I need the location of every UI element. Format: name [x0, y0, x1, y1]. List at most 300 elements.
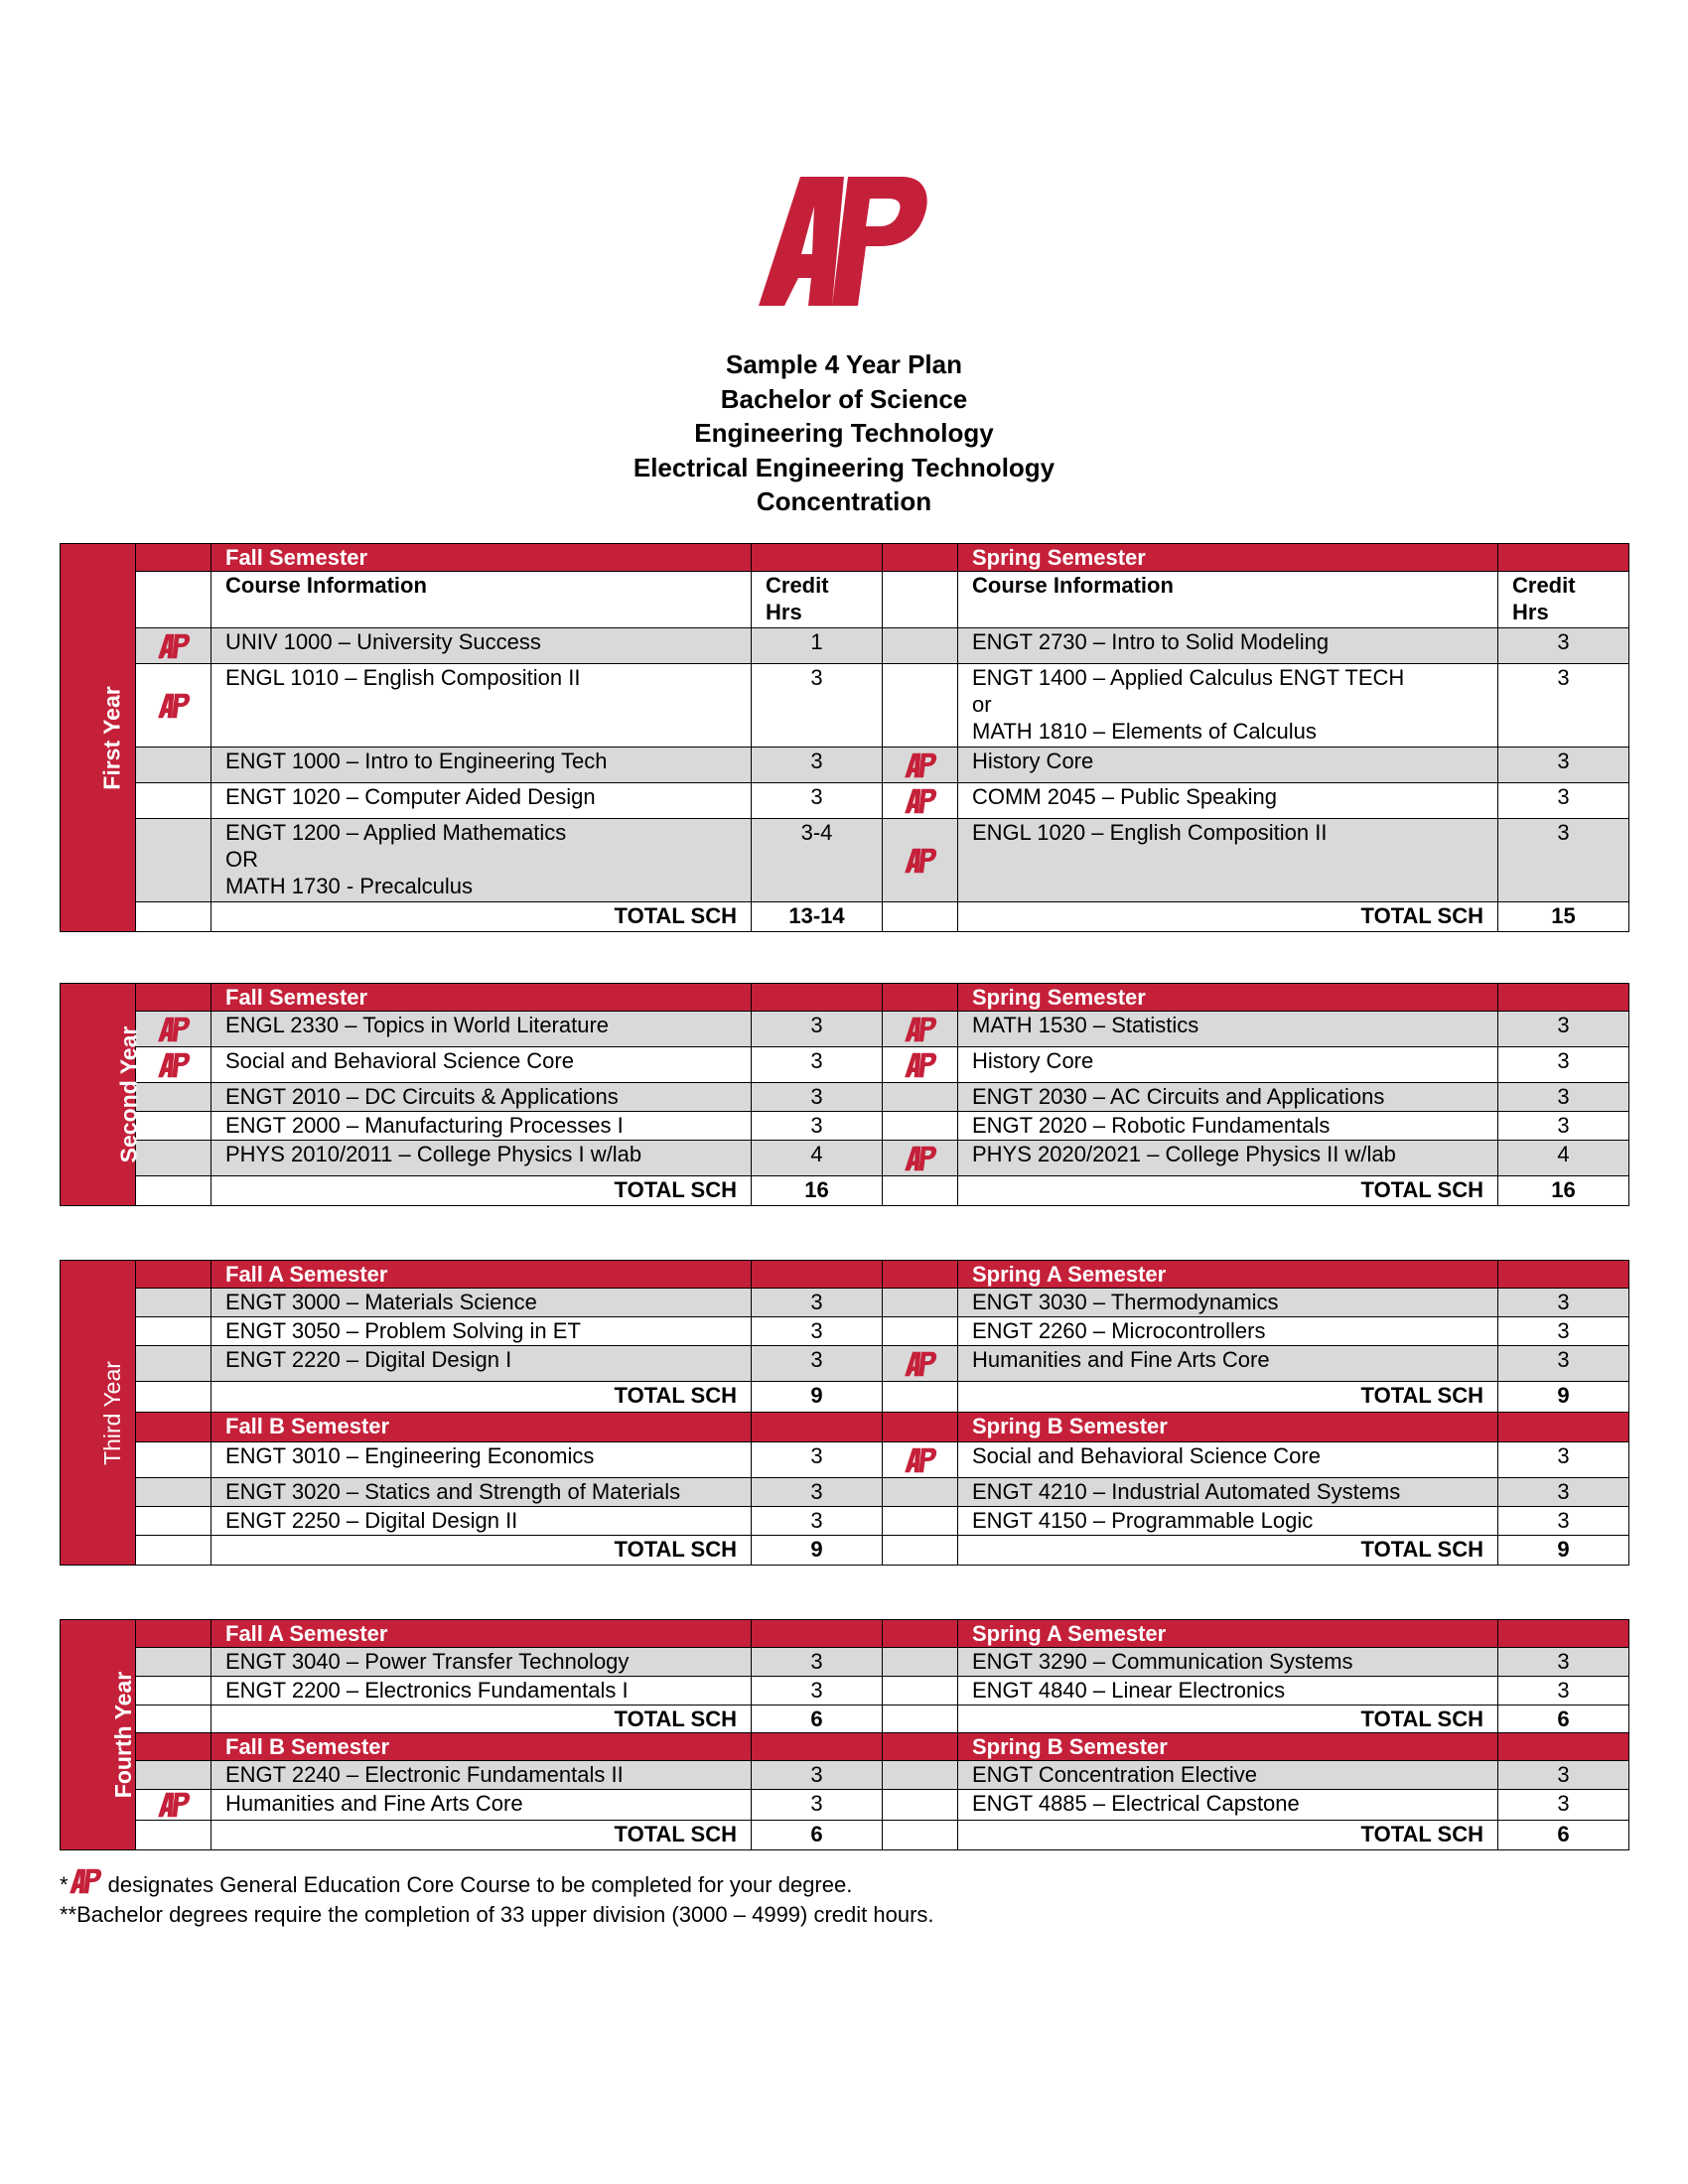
- spring-course-cell: [958, 1648, 1498, 1677]
- course-name: ENGT 2250 – Digital Design II: [225, 1508, 518, 1533]
- ap-logo-icon: [904, 1349, 937, 1379]
- fall-course-cell: [211, 748, 752, 783]
- course-name: ENGL 2330 – Topics in World Literature: [225, 1013, 610, 1037]
- total-row: [61, 1821, 1629, 1850]
- ap-logo-icon: [157, 1015, 191, 1044]
- year-label: Fourth Year: [110, 1671, 137, 1799]
- course-name: ENGT Concentration Elective: [972, 1762, 1257, 1787]
- credit-hours-cell: [1498, 1648, 1629, 1677]
- credit-col-header: [1498, 1261, 1629, 1289]
- spring-semester-title: [958, 984, 1498, 1012]
- spring-course-cell: [958, 1141, 1498, 1176]
- credit-hours-cell: [752, 1112, 883, 1141]
- fall-course-cell: [211, 1141, 752, 1176]
- footnote-upper-division: **Bachelor degrees require the completion of 33 upper division (3000 – 4999) credit hours.: [60, 1902, 934, 1927]
- fall-semester-title: [211, 1261, 752, 1289]
- credit-hours-cell: [752, 1761, 883, 1790]
- total-sch-label: [211, 1706, 752, 1733]
- icon-col-header: [883, 1261, 958, 1289]
- course-row: [61, 664, 1629, 748]
- gen-ed-icon-cell: [136, 1648, 211, 1677]
- icon-col-blank: [883, 1706, 958, 1733]
- credit-hours: 3: [810, 1443, 823, 1468]
- course-name: ENGT 3010 – Engineering Economics: [225, 1443, 595, 1468]
- total-sch-label: [958, 1382, 1498, 1413]
- ap-logo: [753, 167, 931, 316]
- total-sch-label: [958, 1176, 1498, 1206]
- total-sch-label: [211, 1382, 752, 1413]
- total-sch-label: [211, 1536, 752, 1566]
- course-name: ENGT 2730 – Intro to Solid Modeling: [972, 629, 1330, 654]
- spring-course-cell: [958, 748, 1498, 783]
- course-name: MATH 1810 – Elements of Calculus: [972, 719, 1317, 744]
- ap-logo-icon: [904, 1050, 937, 1080]
- course-name: ENGT 1020 – Computer Aided Design: [225, 784, 596, 809]
- fall-semester-title: [211, 1733, 752, 1761]
- credit-hours: 3: [810, 1113, 823, 1138]
- course-row: [61, 1112, 1629, 1141]
- credit-hours-cell: [752, 748, 883, 783]
- total-value: 6: [810, 1822, 823, 1847]
- gen-ed-icon-cell: [136, 1012, 211, 1047]
- total-sch-value: [1498, 1821, 1629, 1850]
- semester-header-row: [61, 544, 1629, 572]
- credit-hours: 3: [810, 1318, 823, 1343]
- spring-course-cell: [958, 1317, 1498, 1346]
- course-name: ENGT 3020 – Statics and Strength of Materials: [225, 1479, 681, 1504]
- gen-ed-icon-cell: [136, 1141, 211, 1176]
- credit-hours: 3: [1557, 1678, 1570, 1703]
- total-label: TOTAL SCH: [1360, 903, 1483, 928]
- fall-course-cell: [211, 1289, 752, 1317]
- icon-col-header: [136, 572, 211, 628]
- total-sch-value: [752, 1821, 883, 1850]
- credit-hrs-header: [752, 572, 883, 628]
- course-row: [61, 819, 1629, 902]
- fall-course-cell: [211, 1507, 752, 1536]
- total-label: TOTAL SCH: [614, 1537, 737, 1562]
- fall-course-cell: [211, 1648, 752, 1677]
- column-header-row: [61, 572, 1629, 628]
- semester-title: Fall Semester: [225, 985, 368, 1010]
- ap-logo-icon: [69, 1866, 102, 1896]
- course-name: ENGT 3290 – Communication Systems: [972, 1649, 1353, 1674]
- course-name: Social and Behavioral Science Core: [972, 1443, 1321, 1468]
- credit-hours-cell: [1498, 1112, 1629, 1141]
- icon-col-header: [883, 1733, 958, 1761]
- credit-col-header: [752, 984, 883, 1012]
- semester-title: Spring A Semester: [972, 1621, 1167, 1646]
- gen-ed-icon-cell: [883, 1761, 958, 1790]
- credit-hours: 3: [1557, 1084, 1570, 1109]
- total-label: TOTAL SCH: [1360, 1537, 1483, 1562]
- ap-logo-icon: [904, 846, 937, 876]
- course-name: PHYS 2020/2021 – College Physics II w/lab: [972, 1142, 1396, 1166]
- course-name: ENGL 1020 – English Composition II: [972, 820, 1328, 845]
- footnote-text: designates General Education Core Course to be completed for your degree.: [101, 1872, 853, 1897]
- course-name: History Core: [972, 749, 1094, 773]
- credit-hours-cell: [752, 1648, 883, 1677]
- course-name: ENGT 2260 – Microcontrollers: [972, 1318, 1266, 1343]
- gen-ed-icon-cell: [883, 1507, 958, 1536]
- year-label-cell: [61, 984, 142, 1206]
- credit-hours-cell: [1498, 783, 1629, 819]
- course-row: [61, 1677, 1629, 1706]
- spring-course-cell: [958, 1047, 1498, 1083]
- fall-course-cell: [211, 1047, 752, 1083]
- course-row: [61, 1317, 1629, 1346]
- total-sch-value: [752, 902, 883, 932]
- total-value: 9: [1557, 1537, 1570, 1562]
- total-sch-label: [958, 1706, 1498, 1733]
- plan-title: [0, 347, 1688, 519]
- credit-hours-cell: [1498, 1083, 1629, 1112]
- title-line: Concentration: [756, 486, 932, 516]
- semester-header-row: [61, 1261, 1629, 1289]
- total-sch-value: [1498, 1706, 1629, 1733]
- total-value: 6: [1557, 1706, 1570, 1731]
- credit-hours: 3: [810, 1762, 823, 1787]
- course-row: [61, 1047, 1629, 1083]
- course-name: ENGT 4840 – Linear Electronics: [972, 1678, 1286, 1703]
- gen-ed-icon-cell: [883, 1346, 958, 1382]
- total-row: [61, 1176, 1629, 1206]
- icon-col-header: [136, 1261, 211, 1289]
- gen-ed-icon-cell: [883, 664, 958, 748]
- icon-col-header: [136, 544, 211, 572]
- credit-hours-cell: [752, 1083, 883, 1112]
- total-sch-label: [211, 1176, 752, 1206]
- semester-title: Spring Semester: [972, 985, 1146, 1010]
- year-label: First Year: [98, 685, 125, 790]
- semester-title: Fall B Semester: [225, 1734, 390, 1759]
- course-name: ENGT 2020 – Robotic Fundamentals: [972, 1113, 1331, 1138]
- course-name: ENGT 1400 – Applied Calculus ENGT TECH: [972, 665, 1405, 690]
- header-text: Course Information: [972, 573, 1174, 598]
- fall-course-cell: [211, 628, 752, 664]
- credit-hours: 3: [810, 784, 823, 809]
- ap-logo-icon: [157, 1790, 191, 1820]
- credit-hours-cell: [752, 819, 883, 902]
- credit-hours-cell: [1498, 819, 1629, 902]
- total-row: [61, 1382, 1629, 1413]
- total-sch-value: [752, 1176, 883, 1206]
- gen-ed-icon-cell: [136, 783, 211, 819]
- total-label: TOTAL SCH: [1360, 1822, 1483, 1847]
- gen-ed-icon-cell: [136, 1047, 211, 1083]
- credit-hours-cell: [1498, 1047, 1629, 1083]
- credit-hours: 3-4: [800, 820, 833, 845]
- gen-ed-icon-cell: [883, 1012, 958, 1047]
- gen-ed-icon-cell: [136, 1289, 211, 1317]
- icon-col-header: [883, 1413, 958, 1442]
- gen-ed-icon-cell: [883, 1790, 958, 1821]
- spring-semester-title: [958, 1620, 1498, 1648]
- credit-hours-cell: [752, 1289, 883, 1317]
- credit-hours-cell: [1498, 1677, 1629, 1706]
- gen-ed-icon-cell: [883, 1677, 958, 1706]
- spring-course-cell: [958, 1012, 1498, 1047]
- icon-col-header: [136, 984, 211, 1012]
- credit-hours-cell: [1498, 1442, 1629, 1478]
- year-plan-table: [60, 1619, 1629, 1850]
- course-row: [61, 783, 1629, 819]
- gen-ed-icon-cell: [883, 1289, 958, 1317]
- total-value: 13-14: [788, 903, 845, 928]
- course-row: [61, 1761, 1629, 1790]
- course-name: or: [972, 692, 992, 717]
- icon-col-blank: [883, 1536, 958, 1566]
- spring-course-cell: [958, 1790, 1498, 1821]
- credit-hours: 3: [810, 1678, 823, 1703]
- course-name: MATH 1730 - Precalculus: [225, 874, 474, 898]
- credit-hours-cell: [1498, 1012, 1629, 1047]
- course-name: Humanities and Fine Arts Core: [225, 1791, 523, 1816]
- icon-col-header: [883, 1620, 958, 1648]
- fall-course-cell: [211, 1317, 752, 1346]
- year-plan-table: [60, 1260, 1629, 1566]
- credit-hours: 3: [810, 1347, 823, 1372]
- gen-ed-icon-cell: [883, 748, 958, 783]
- total-value: 16: [1551, 1177, 1576, 1202]
- course-row: [61, 1478, 1629, 1507]
- spring-course-cell: [958, 783, 1498, 819]
- total-sch-value: [752, 1536, 883, 1566]
- total-row: [61, 1536, 1629, 1566]
- course-name: ENGL 1010 – English Composition II: [225, 665, 581, 690]
- total-value: 6: [1557, 1822, 1570, 1847]
- course-name: UNIV 1000 – University Success: [225, 629, 541, 654]
- year-plan-table: [60, 983, 1629, 1206]
- credit-hours: 4: [810, 1142, 823, 1166]
- credit-hours-cell: [1498, 1761, 1629, 1790]
- icon-col-blank: [136, 1382, 211, 1413]
- year-label-cell: [61, 1261, 136, 1566]
- credit-hours-cell: [1498, 748, 1629, 783]
- credit-col-header: [1498, 1413, 1629, 1442]
- course-name: ENGT 2200 – Electronics Fundamentals I: [225, 1678, 629, 1703]
- gen-ed-icon-cell: [136, 1442, 211, 1478]
- gen-ed-icon-cell: [136, 1790, 211, 1821]
- footnote-general-ed: [60, 1866, 934, 1900]
- total-row: [61, 1706, 1629, 1733]
- gen-ed-icon-cell: [136, 664, 211, 748]
- semester-header-row: [61, 1413, 1629, 1442]
- fall-course-cell: [211, 1112, 752, 1141]
- fall-course-cell: [211, 1083, 752, 1112]
- total-label: TOTAL SCH: [614, 1706, 737, 1731]
- gen-ed-icon-cell: [883, 1648, 958, 1677]
- credit-hours-cell: [1498, 1507, 1629, 1536]
- credit-col-header: [1498, 984, 1629, 1012]
- total-value: 16: [804, 1177, 829, 1202]
- semester-title: Fall B Semester: [225, 1414, 390, 1438]
- spring-semester-title: [958, 1413, 1498, 1442]
- semester-header-row: [61, 1733, 1629, 1761]
- gen-ed-icon-cell: [136, 1478, 211, 1507]
- course-row: [61, 1141, 1629, 1176]
- gen-ed-icon-cell: [136, 1677, 211, 1706]
- gen-ed-icon-cell: [883, 1083, 958, 1112]
- credit-hours-cell: [752, 1012, 883, 1047]
- icon-col-header: [883, 572, 958, 628]
- semester-title: Fall Semester: [225, 545, 368, 570]
- course-name: History Core: [972, 1048, 1094, 1073]
- total-value: 9: [810, 1537, 823, 1562]
- title-line: Engineering Technology: [694, 418, 994, 448]
- fall-semester-title: [211, 544, 752, 572]
- spring-course-cell: [958, 1677, 1498, 1706]
- ap-logo-icon: [904, 751, 937, 780]
- fall-course-cell: [211, 1346, 752, 1382]
- total-sch-value: [752, 1382, 883, 1413]
- credit-hours-cell: [1498, 1346, 1629, 1382]
- credit-hours: 3: [1557, 1508, 1570, 1533]
- credit-hours-cell: [1498, 628, 1629, 664]
- credit-hours-cell: [1498, 1141, 1629, 1176]
- credit-hours: 3: [1557, 1791, 1570, 1816]
- total-label: TOTAL SCH: [1360, 1177, 1483, 1202]
- gen-ed-icon-cell: [883, 1442, 958, 1478]
- total-sch-label: [958, 1536, 1498, 1566]
- credit-hours-cell: [752, 783, 883, 819]
- credit-hours: 3: [810, 1479, 823, 1504]
- icon-col-blank: [883, 1382, 958, 1413]
- credit-hours: 1: [810, 629, 823, 654]
- credit-hours: 3: [810, 1791, 823, 1816]
- credit-hours-cell: [752, 1507, 883, 1536]
- course-row: [61, 1012, 1629, 1047]
- semester-title: Spring B Semester: [972, 1414, 1168, 1438]
- gen-ed-icon-cell: [883, 1047, 958, 1083]
- icon-col-blank: [136, 1706, 211, 1733]
- course-name: ENGT 2010 – DC Circuits & Applications: [225, 1084, 619, 1109]
- course-name: MATH 1530 – Statistics: [972, 1013, 1199, 1037]
- semester-title: Fall A Semester: [225, 1621, 388, 1646]
- icon-col-header: [883, 984, 958, 1012]
- course-info-header: [958, 572, 1498, 628]
- ap-logo-icon: [904, 1144, 937, 1173]
- total-label: TOTAL SCH: [1360, 1706, 1483, 1731]
- credit-hours: 3: [1557, 1443, 1570, 1468]
- title-line: Sample 4 Year Plan: [726, 349, 962, 379]
- gen-ed-icon-cell: [136, 1112, 211, 1141]
- fall-course-cell: [211, 1012, 752, 1047]
- title-line: Electrical Engineering Technology: [633, 452, 1055, 482]
- icon-col-header: [136, 1413, 211, 1442]
- total-sch-value: [752, 1706, 883, 1733]
- credit-hours-cell: [752, 1790, 883, 1821]
- spring-course-cell: [958, 1289, 1498, 1317]
- gen-ed-icon-cell: [136, 628, 211, 664]
- gen-ed-icon-cell: [136, 1761, 211, 1790]
- spring-course-cell: [958, 1442, 1498, 1478]
- header-text: Credit: [1512, 573, 1576, 598]
- course-name: ENGT 2030 – AC Circuits and Applications: [972, 1084, 1385, 1109]
- spring-semester-title: [958, 1733, 1498, 1761]
- credit-hours: 3: [810, 1048, 823, 1073]
- total-sch-value: [1498, 1382, 1629, 1413]
- spring-course-cell: [958, 1083, 1498, 1112]
- course-name: ENGT 4150 – Programmable Logic: [972, 1508, 1314, 1533]
- credit-hours-cell: [752, 1317, 883, 1346]
- total-label: TOTAL SCH: [614, 1177, 737, 1202]
- header-text: Credit: [766, 573, 829, 598]
- gen-ed-icon-cell: [883, 1317, 958, 1346]
- semester-title: Spring B Semester: [972, 1734, 1168, 1759]
- course-name: Humanities and Fine Arts Core: [972, 1347, 1270, 1372]
- credit-hours-cell: [1498, 664, 1629, 748]
- total-sch-label: [958, 902, 1498, 932]
- course-name: ENGT 3050 – Problem Solving in ET: [225, 1318, 581, 1343]
- credit-hours: 3: [1557, 784, 1570, 809]
- course-row: [61, 1083, 1629, 1112]
- year-label-cell: [61, 544, 136, 932]
- credit-col-header: [1498, 544, 1629, 572]
- credit-hours-cell: [752, 1047, 883, 1083]
- course-name: Social and Behavioral Science Core: [225, 1048, 574, 1073]
- year-label: Third Year: [98, 1360, 125, 1465]
- credit-hours: 3: [1557, 1347, 1570, 1372]
- spring-course-cell: [958, 1761, 1498, 1790]
- credit-hours: 3: [810, 1084, 823, 1109]
- credit-hours: 3: [810, 749, 823, 773]
- course-name: PHYS 2010/2011 – College Physics I w/lab: [225, 1142, 642, 1166]
- spring-course-cell: [958, 628, 1498, 664]
- total-label: TOTAL SCH: [1360, 1383, 1483, 1408]
- gen-ed-icon-cell: [136, 748, 211, 783]
- total-label: TOTAL SCH: [614, 1383, 737, 1408]
- gen-ed-icon-cell: [883, 819, 958, 902]
- course-row: [61, 1442, 1629, 1478]
- credit-hours: 3: [1557, 1290, 1570, 1314]
- credit-hours: 3: [1557, 629, 1570, 654]
- icon-col-blank: [883, 1821, 958, 1850]
- credit-col-header: [752, 1261, 883, 1289]
- gen-ed-icon-cell: [883, 1112, 958, 1141]
- course-info-header: [211, 572, 752, 628]
- year-label-cell: [61, 1620, 136, 1850]
- gen-ed-icon-cell: [883, 1478, 958, 1507]
- credit-hours-cell: [1498, 1478, 1629, 1507]
- fall-course-cell: [211, 1478, 752, 1507]
- spring-semester-title: [958, 544, 1498, 572]
- fall-course-cell: [211, 1790, 752, 1821]
- total-value: 15: [1551, 903, 1576, 928]
- fall-semester-title: [211, 1620, 752, 1648]
- icon-col-header: [136, 1733, 211, 1761]
- ap-logo-icon: [904, 786, 937, 816]
- course-row: [61, 1507, 1629, 1536]
- course-name: ENGT 4210 – Industrial Automated Systems: [972, 1479, 1401, 1504]
- course-name: ENGT 2220 – Digital Design I: [225, 1347, 512, 1372]
- ap-logo-icon: [904, 1445, 937, 1475]
- icon-col-blank: [883, 902, 958, 932]
- credit-hours: 3: [1557, 1113, 1570, 1138]
- icon-col-header: [883, 544, 958, 572]
- ap-logo-icon: [157, 691, 191, 721]
- credit-hours: 3: [1557, 749, 1570, 773]
- course-row: [61, 748, 1629, 783]
- semester-header-row: [61, 984, 1629, 1012]
- fall-course-cell: [211, 1677, 752, 1706]
- course-name: ENGT 4885 – Electrical Capstone: [972, 1791, 1300, 1816]
- credit-hours-cell: [752, 1442, 883, 1478]
- credit-hours-cell: [752, 1141, 883, 1176]
- credit-hours-cell: [752, 628, 883, 664]
- credit-col-header: [752, 1620, 883, 1648]
- credit-hours: 3: [810, 665, 823, 690]
